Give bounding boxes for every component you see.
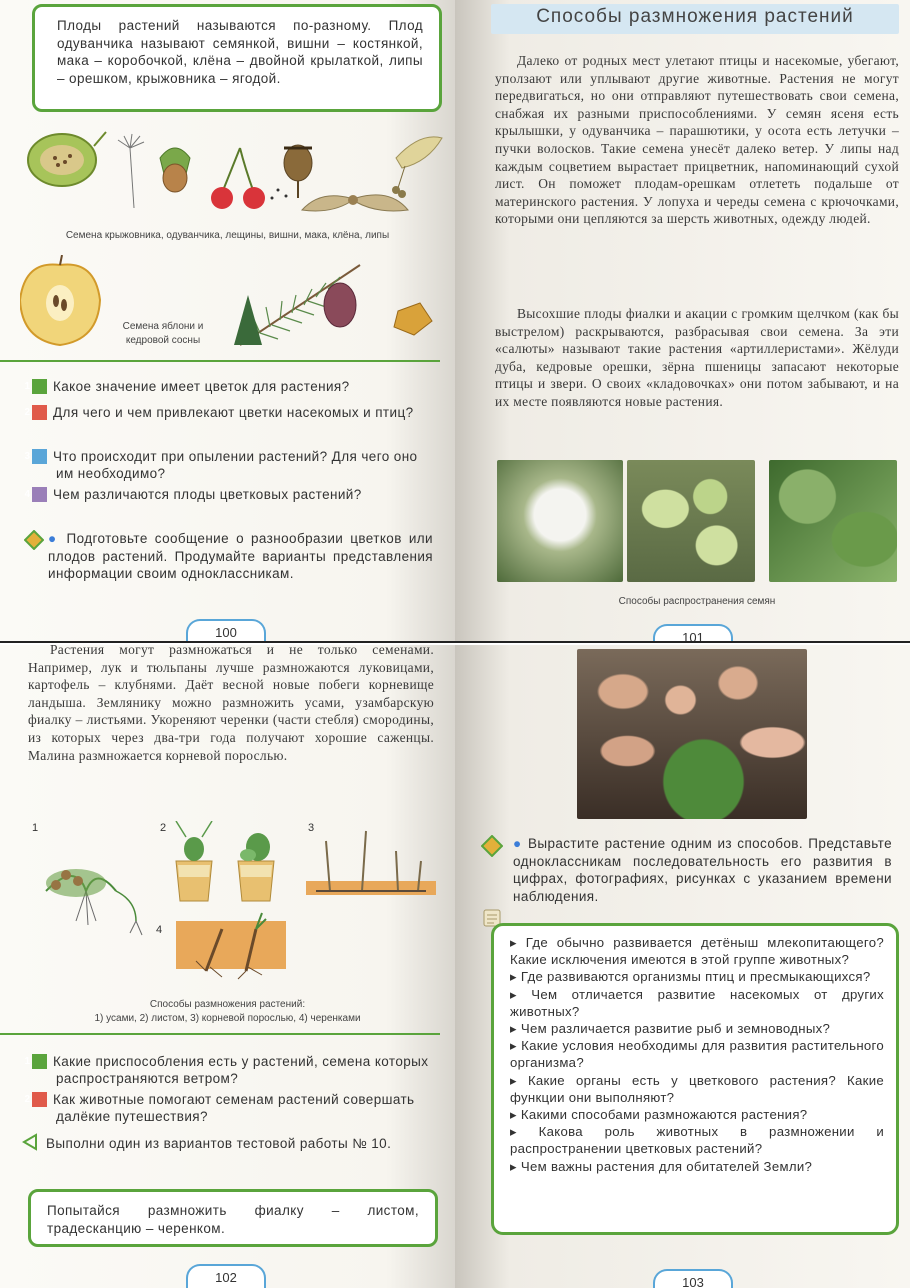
question-3 [24,448,433,482]
cedar-nut-icon [394,303,432,335]
children-photo [577,649,807,819]
task-text: ● Вырастите растение одним из способов. Представьте одноклассникам последовательность его развития в цифрах, фотографиях, рисунках с указанием времени наблюдения. [513,836,892,904]
question-number: 2 [32,1092,47,1107]
bullet-icon: ▸ [510,1021,521,1037]
review-question-text: Какими способами размножаются растения? [520,1107,808,1123]
pine-cone-icon [324,283,356,327]
question-number: 4 [32,487,47,502]
review-question-text: Какие органы есть у цветкового растения? Какие функции они выполняют? [510,1072,884,1105]
question-text: Какое значение имеет цветок для растения? [53,379,350,394]
page-103 [455,645,910,1288]
review-question-text: Какие условия необходимы для развития растительного организма? [510,1038,884,1071]
review-question [510,1123,884,1157]
review-question [510,1037,884,1071]
page-101 [455,0,910,641]
linden-photo [769,460,897,582]
leaf-cutting-pot-icon [176,821,274,901]
intro-text: Плоды растений называются по-разному. Плод одуванчика называют семянкой, вишни – костянкой, мака – коробочкой, клёна – двойной крылаткой, липы – орешком, крыжовника – ягодой. [57,18,423,86]
question-2 [24,1091,433,1125]
review-question-text: Где обычно развивается детёныш млекопитающего? Какие исключения имеются в этой группе животных? [510,935,884,968]
pine-tree-icon [234,295,262,345]
question-1 [24,378,433,395]
fig-label-3: 3 [308,822,315,834]
cocklebur-photo [627,460,755,582]
page-number-101: 101 [653,624,733,641]
divider [0,360,440,362]
review-questions [510,934,884,1175]
fig-label-1: 1 [32,822,39,834]
seeds-illustration [10,118,450,228]
question-number: 2 [32,405,47,420]
review-question [510,934,884,968]
page-100 [0,0,455,641]
question-number: 1 [32,379,47,394]
stem-cutting-icon [176,913,286,979]
fig-label-2: 2 [160,822,167,834]
bullet-icon: ▸ [510,935,526,950]
page-number-103: 103 [653,1269,733,1288]
question-1 [24,1053,433,1087]
dandelion-seed-icon [118,134,144,208]
intro-box [32,4,442,112]
project-icon [24,530,44,550]
top-spread [0,0,910,643]
paragraph-2: Высохшие плоды фиалки и акации с громким щелчком (как бы выстрелом) раскрываются, разбрасывая свои семена. За эти «салюты» называют такие растения «артиллеристами». Жёлуди дуба, кедровые орешки, зёрна пшеницы запасают некоторые птицы и звери. О своих «кладовочках» они потом забывают, и на их месте появляются новые растения. [495,306,899,409]
paragraph-1: Далеко от родных мест улетают птицы и насекомые, убегают, уползают или уплывают другие животные. Растения не могут передвигаться, но они отправляют путешествовать свои семена, снабжая их разными приспособлениями. У семян ясеня есть крылышки, у одуванчика – парашютики, у осота есть летучки – пучки волосков. Такие семена унесёт далеко ветер. У липы над каждым соцветием вырастает прицветник, напоминающий сухой лист. Он поможет плодам-орешкам отлететь подальше от материнского растения. У лопуха и череды семена с крючочками, которыми они цепляются за шерсть животных, одежду людей. [495,53,899,227]
try-box [28,1189,438,1247]
page-title: Способы размножения растений [536,6,854,27]
propagation-illustration [26,821,436,991]
root-sucker-icon [306,831,436,895]
photos-caption: Способы распространения семян [618,596,776,607]
question-number: 1 [32,1054,47,1069]
cherry-icon [211,148,265,209]
review-question [510,1020,884,1037]
project-icon [481,835,503,857]
poppy-capsule-icon [271,145,313,200]
page-number-100: 100 [186,619,266,641]
task-text: ● Подготовьте сообщение о разнообразии цветков или плодов растений. Продумайте варианты представления информации своим одноклассникам. [48,531,433,581]
review-box [491,923,899,1235]
bottom-spread [0,645,910,1288]
question-text: Чем различаются плоды цветковых растений? [53,487,362,502]
review-question-text: Чем важны растения для обитателей Земли? [520,1158,813,1174]
bullet-icon: ▸ [510,1107,521,1123]
review-question [510,1072,884,1106]
apple-cedar-illustration [20,255,440,355]
figure-caption-list: 1) усами, 2) листом, 3) корневой порослью, 4) черенками [94,1013,361,1024]
paragraph: Растения могут размножаться и не только семенами. Например, лук и тюльпаны лучше размножаются луковицами, картофель – клубнями. Даёт весной новые побеги корневище ландыша. Землянику можно размножить усами, узамбарскую фиалку – листьями. Укореняют черенки (части стебля) смородины, из которых через два-три года получают хорошие саженцы. Малина размножается корневой порослью. [28,645,434,763]
review-question-text: Какова роль животных в размножении и распространении цветковых растений? [510,1124,885,1157]
test-icon [22,1133,40,1151]
bullet-icon: ▸ [510,986,532,1002]
bullet-icon: ▸ [510,1072,528,1088]
page-102 [0,645,455,1288]
bullet-icon: ▸ [510,1038,522,1054]
review-question [510,968,884,985]
review-question-text: Чем отличается развитие насекомых от других животных? [510,986,884,1019]
dandelion-photo [497,460,623,582]
bullet-icon: ▸ [510,1158,521,1174]
task-content: Вырастите растение одним из способов. Представьте одноклассникам последовательность его развития в цифрах, фотографиях, рисунках с указанием времени наблюдения. [513,836,892,904]
hazelnut-icon [160,148,190,192]
page-number-102: 102 [186,1264,266,1288]
figure-caption-title: Способы размножения растений: [149,999,306,1010]
review-question-text: Чем различается развитие рыб и земноводных? [520,1021,831,1037]
bullet-icon: ▸ [510,1124,539,1140]
apple-cedar-caption: Семена яблони и кедровой сосны [122,321,204,346]
seeds-caption: Семена крыжовника, одуванчика, лещины, вишни, мака, клёна, липы [65,230,390,241]
bullet-icon: ▸ [510,969,521,985]
gooseberry-icon [28,132,106,186]
test-text: Выполни один из вариантов тестовой работы № 10. [46,1136,392,1151]
question-text: Что происходит при опылении растений? Для чего оно им необходимо? [53,449,418,481]
question-2 [24,404,433,421]
question-4 [24,486,433,503]
review-question [510,1158,884,1175]
question-text: Для чего и чем привлекают цветки насекомых и птиц? [53,405,414,420]
review-question [510,986,884,1020]
divider [0,1033,440,1035]
review-question-text: Где развиваются организмы птиц и пресмыкающихся? [520,969,871,985]
try-text: Попытайся размножить фиалку – листом, традесканцию – черенком. [47,1203,419,1236]
maple-seed-icon [302,195,408,211]
task-content: Подготовьте сообщение о разнообразии цветков или плодов растений. Продумайте варианты представления информации своим одноклассникам. [48,531,433,581]
linden-seed-icon [392,137,442,198]
review-question [510,1106,884,1123]
question-text: Какие приспособления есть у растений, семена которых распространяются ветром? [53,1054,429,1086]
question-number: 3 [32,449,47,464]
question-text: Как животные помогают семенам растений совершать далёкие путешествия? [53,1092,415,1124]
fig-label-4: 4 [156,924,163,936]
strawberry-runner-icon [46,869,142,935]
apple-icon [20,255,100,345]
